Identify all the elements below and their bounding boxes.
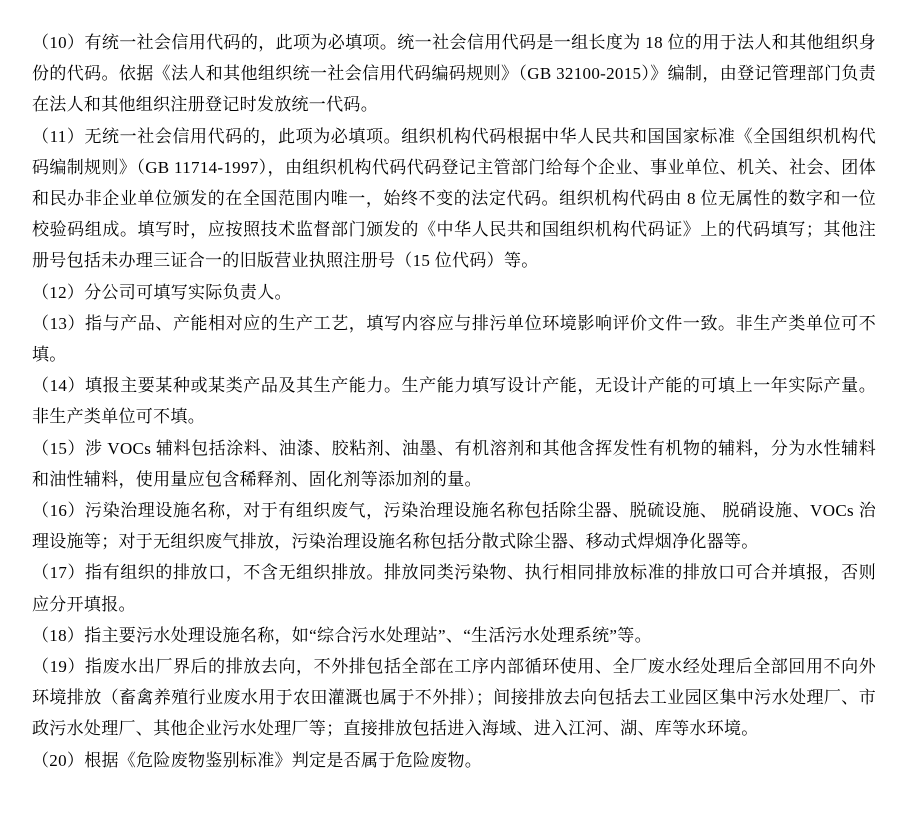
- note-item-18: （18）指主要污水处理设施名称，如“综合污水处理站”、“生活污水处理系统”等。: [32, 625, 652, 645]
- note-item-19: （19）指废水出厂界后的排放去向，不外排包括全部在工序内部循环使用、全厂废水经处理后全部回用不向外环境排放（畜禽养殖行业废水用于农田灌溉也属于不外排）；间接排放去向包括去工业园区集中污水处理厂、市政污水处理厂、其他企业污水处理厂等；直接排放包括进入海域、进入江河、湖、库等水环境。: [32, 657, 876, 739]
- note-item-20: （20）根据《危险废物鉴别标准》判定是否属于危险废物。: [32, 750, 483, 770]
- note-item-17: （17）指有组织的排放口，不含无组织排放。排放同类污染物、执行相同排放标准的排放口可合并填报，否则应分开填报。: [32, 563, 876, 614]
- note-item-16: （16）污染治理设施名称，对于有组织废气，污染治理设施名称包括除尘器、脱硫设施、 脱硝设施、VOCs 治理设施等；对于无组织废气排放，污染治理设施名称包括分散式除尘器、移动式焊烟净化器等。: [32, 501, 876, 552]
- note-item-10: （10）有统一社会信用代码的，此项为必填项。统一社会信用代码是一组长度为 18 位的用于法人和其他组织身份的代码。依据《法人和其他组织统一社会信用代码编码规则》（GB 32100-2015）》编制，由登记管理部门负责在法人和其他组织注册登记时发放统一代码。: [32, 33, 876, 115]
- note-item-11: （11）无统一社会信用代码的，此项为必填项。组织机构代码根据中华人民共和国国家标准《全国组织机构代码编制规则》（GB 11714-1997），由组织机构代码代码登记主管部门给每个企业、事业单位、机关、社会、团体和民办非企业单位颁发的在全国范围内唯一，始终不变的法定代码。组织机构代码由 8 位无属性的数字和一位校验码组成。填写时，应按照技术监督部门颁发的《中华人民共和国组织机构代码证》上的代码填写；其他注册号包括未办理三证合一的旧版营业执照注册号（15 位代码）等。: [32, 126, 876, 271]
- note-item-15: （15）涉 VOCs 辅料包括涂料、油漆、胶粘剂、油墨、有机溶剂和其他含挥发性有机物的辅料，分为水性辅料和油性辅料，使用量应包含稀释剂、固化剂等添加剂的量。: [32, 438, 876, 489]
- note-item-14: （14）填报主要某种或某类产品及其生产能力。生产能力填写设计产能，无设计产能的可填上一年实际产量。非生产类单位可不填。: [32, 376, 876, 427]
- note-item-12: （12）分公司可填写实际负责人。: [32, 282, 292, 302]
- note-item-13: （13）指与产品、产能相对应的生产工艺，填写内容应与排污单位环境影响评价文件一致。非生产类单位可不填。: [32, 313, 876, 365]
